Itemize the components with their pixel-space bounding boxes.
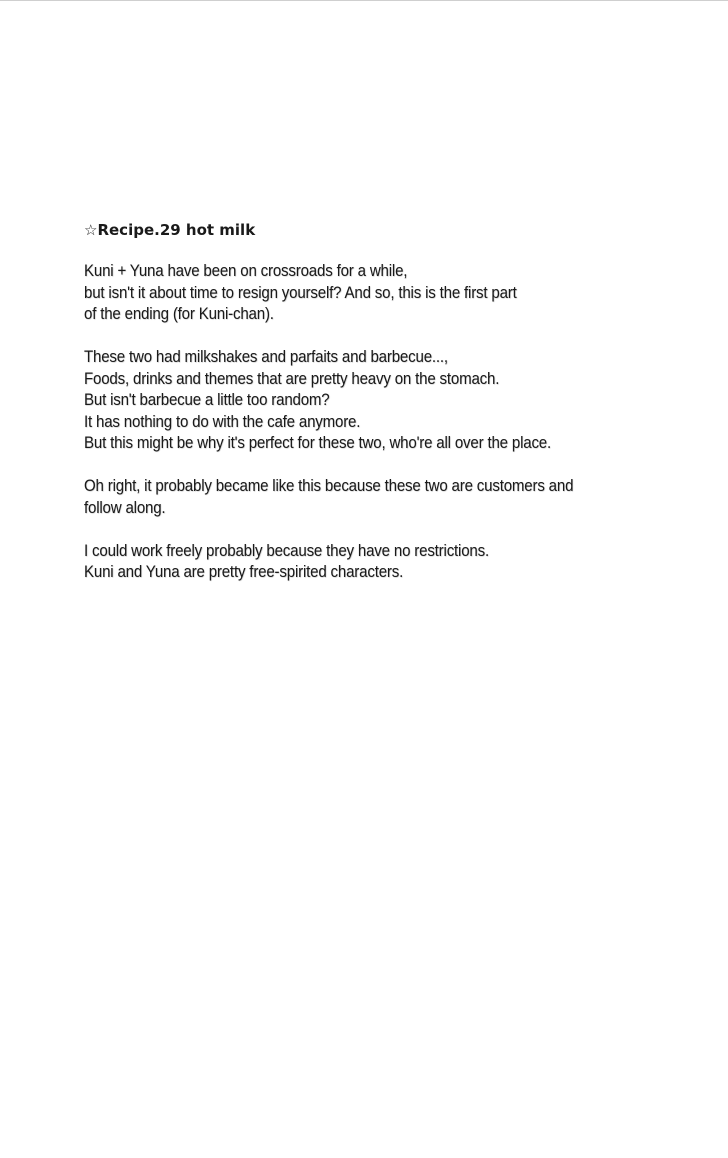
paragraph-3	[84, 476, 644, 519]
text-line: But isn't barbecue a little too random?	[84, 391, 330, 409]
text-line: but isn't it about time to resign yourself? And so, this is the first part	[84, 283, 517, 302]
recipe-title: ☆Recipe.29 hot milk	[84, 221, 256, 239]
text-line: of the ending (for Kuni-chan).	[84, 305, 274, 323]
text-line: Oh right, it probably became like this because these two are customers and	[84, 477, 574, 495]
paragraph-2	[84, 347, 644, 455]
paragraph-1	[84, 261, 644, 326]
text-line: Kuni + Yuna have been on crossroads for a while,	[84, 262, 408, 280]
text-line: It has nothing to do with the cafe anymore.	[84, 412, 361, 431]
afterword-page	[84, 219, 644, 605]
text-line: These two had milkshakes and parfaits and barbecue...,	[84, 348, 448, 366]
text-line: follow along.	[84, 498, 166, 517]
text-line: Foods, drinks and themes that are pretty heavy on the stomach.	[84, 369, 500, 388]
top-border	[0, 0, 728, 1]
paragraph-4	[84, 541, 644, 584]
text-line: Kuni and Yuna are pretty free-spirited characters.	[84, 563, 404, 581]
text-line: But this might be why it's perfect for these two, who're all over the place.	[84, 434, 552, 452]
text-line: I could work freely probably because they have no restrictions.	[84, 541, 489, 560]
